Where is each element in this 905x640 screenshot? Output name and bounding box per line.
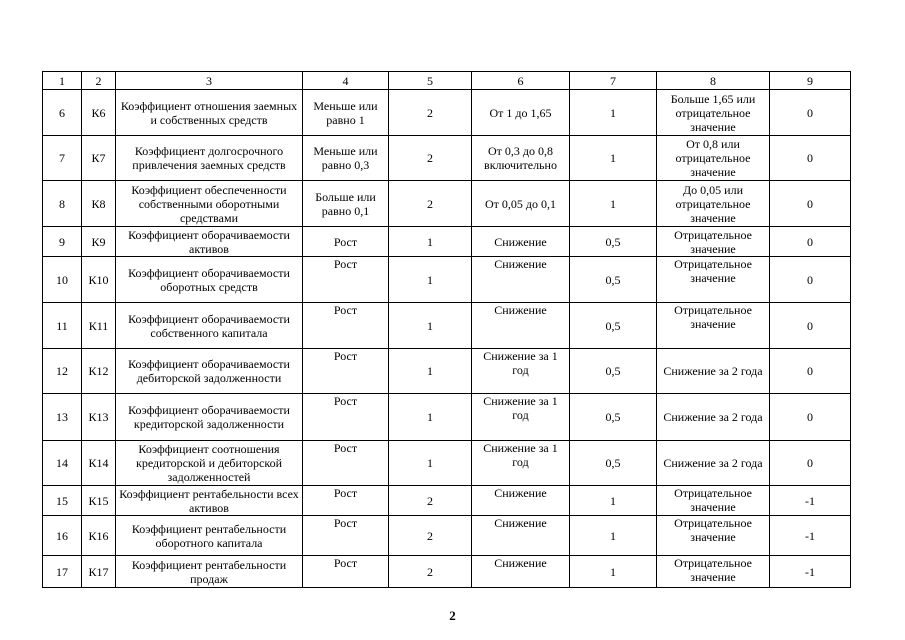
points2-cell: 0,5 (570, 227, 657, 257)
condition3-cell: Снижение за 2 года (657, 441, 770, 486)
name-cell: Коэффициент оборачиваемости дебиторской задолженности (116, 349, 303, 394)
points3-cell: -1 (770, 556, 851, 588)
points2-cell: 1 (570, 90, 657, 136)
condition2-cell: От 0,3 до 0,8 включительно (472, 136, 570, 181)
condition-cell: Рост (303, 257, 389, 303)
condition3-cell: Отрицательное значение (657, 516, 770, 556)
points-cell: 2 (389, 486, 472, 516)
points2-cell: 0,5 (570, 303, 657, 349)
table-row (43, 394, 851, 441)
table-row (43, 516, 851, 556)
table-row (43, 303, 851, 349)
points3-cell: 0 (770, 349, 851, 394)
points-cell: 2 (389, 90, 472, 136)
row-number-cell: 9 (43, 227, 82, 257)
points-cell: 1 (389, 227, 472, 257)
row-number-cell: 15 (43, 486, 82, 516)
page-number: 2 (449, 608, 456, 623)
code-cell: К13 (82, 394, 116, 441)
points3-cell: 0 (770, 303, 851, 349)
condition-cell: Рост (303, 441, 389, 486)
condition3-cell: Отрицательное значение (657, 486, 770, 516)
header-cell: 6 (472, 72, 570, 90)
condition2-cell: Снижение (472, 227, 570, 257)
table-row (43, 181, 851, 227)
name-cell: Коэффициент оборачиваемости активов (116, 227, 303, 257)
name-cell: Коэффициент долгосрочного привлечения заемных средств (116, 136, 303, 181)
points-cell: 1 (389, 394, 472, 441)
condition2-cell: Снижение за 1 год (472, 441, 570, 486)
points3-cell: 0 (770, 394, 851, 441)
condition2-cell: От 1 до 1,65 (472, 90, 570, 136)
row-number-cell: 11 (43, 303, 82, 349)
code-cell: К8 (82, 181, 116, 227)
condition-cell: Меньше или равно 1 (303, 90, 389, 136)
table-row (43, 136, 851, 181)
points-cell: 2 (389, 136, 472, 181)
row-number-cell: 7 (43, 136, 82, 181)
code-cell: К12 (82, 349, 116, 394)
code-cell: К10 (82, 257, 116, 303)
row-number-cell: 17 (43, 556, 82, 588)
name-cell: Коэффициент обеспеченности собственными оборотными средствами (116, 181, 303, 227)
table-row (43, 486, 851, 516)
points3-cell: 0 (770, 181, 851, 227)
table-row (43, 349, 851, 394)
condition-cell: Больше или равно 0,1 (303, 181, 389, 227)
name-cell: Коэффициент отношения заемных и собственных средств (116, 90, 303, 136)
code-cell: К17 (82, 556, 116, 588)
condition2-cell: Снижение (472, 303, 570, 349)
condition-cell: Рост (303, 349, 389, 394)
table-row (43, 441, 851, 486)
points3-cell: 0 (770, 227, 851, 257)
code-cell: К16 (82, 516, 116, 556)
name-cell: Коэффициент рентабельности продаж (116, 556, 303, 588)
name-cell: Коэффициент рентабельности оборотного капитала (116, 516, 303, 556)
row-number-cell: 16 (43, 516, 82, 556)
condition3-cell: Отрицательное значение (657, 303, 770, 349)
condition3-cell: От 0,8 или отрицательное значение (657, 136, 770, 181)
table-row (43, 90, 851, 136)
points2-cell: 0,5 (570, 349, 657, 394)
code-cell: К9 (82, 227, 116, 257)
condition-cell: Рост (303, 516, 389, 556)
condition2-cell: Снижение (472, 556, 570, 588)
condition2-cell: Снижение (472, 516, 570, 556)
indicators-table (42, 71, 851, 588)
row-number-cell: 13 (43, 394, 82, 441)
table-row (43, 227, 851, 257)
table-row (43, 257, 851, 303)
points3-cell: -1 (770, 486, 851, 516)
points-cell: 2 (389, 181, 472, 227)
points2-cell: 0,5 (570, 441, 657, 486)
condition2-cell: Снижение (472, 257, 570, 303)
code-cell: К11 (82, 303, 116, 349)
points3-cell: 0 (770, 90, 851, 136)
condition3-cell: Больше 1,65 или отрицательное значение (657, 90, 770, 136)
condition3-cell: Отрицательное значение (657, 257, 770, 303)
points3-cell: -1 (770, 516, 851, 556)
name-cell: Коэффициент соотношения кредиторской и дебиторской задолженностей (116, 441, 303, 486)
condition2-cell: Снижение за 1 год (472, 349, 570, 394)
header-cell: 7 (570, 72, 657, 90)
condition-cell: Рост (303, 486, 389, 516)
header-cell: 4 (303, 72, 389, 90)
header-cell: 5 (389, 72, 472, 90)
code-cell: К14 (82, 441, 116, 486)
points-cell: 2 (389, 516, 472, 556)
condition3-cell: Отрицательное значение (657, 227, 770, 257)
table-body (43, 72, 851, 588)
row-number-cell: 14 (43, 441, 82, 486)
code-cell: К7 (82, 136, 116, 181)
points2-cell: 1 (570, 516, 657, 556)
condition3-cell: До 0,05 или отрицательное значение (657, 181, 770, 227)
points-cell: 1 (389, 303, 472, 349)
header-cell: 3 (116, 72, 303, 90)
condition-cell: Рост (303, 394, 389, 441)
points3-cell: 0 (770, 136, 851, 181)
name-cell: Коэффициент оборачиваемости кредиторской задолженности (116, 394, 303, 441)
condition-cell: Рост (303, 227, 389, 257)
points-cell: 1 (389, 257, 472, 303)
points2-cell: 1 (570, 486, 657, 516)
code-cell: К15 (82, 486, 116, 516)
points2-cell: 1 (570, 556, 657, 588)
row-number-cell: 6 (43, 90, 82, 136)
condition3-cell: Отрицательное значение (657, 556, 770, 588)
condition3-cell: Снижение за 2 года (657, 349, 770, 394)
condition2-cell: Снижение за 1 год (472, 394, 570, 441)
row-number-cell: 10 (43, 257, 82, 303)
points-cell: 2 (389, 556, 472, 588)
points2-cell: 0,5 (570, 257, 657, 303)
condition2-cell: Снижение (472, 486, 570, 516)
points2-cell: 0,5 (570, 394, 657, 441)
points3-cell: 0 (770, 441, 851, 486)
points3-cell: 0 (770, 257, 851, 303)
name-cell: Коэффициент оборачиваемости собственного капитала (116, 303, 303, 349)
code-cell: К6 (82, 90, 116, 136)
row-number-cell: 12 (43, 349, 82, 394)
condition-cell: Меньше или равно 0,3 (303, 136, 389, 181)
points-cell: 1 (389, 441, 472, 486)
header-cell: 2 (82, 72, 116, 90)
condition2-cell: От 0,05 до 0,1 (472, 181, 570, 227)
name-cell: Коэффициент оборачиваемости оборотных средств (116, 257, 303, 303)
table-row (43, 556, 851, 588)
condition-cell: Рост (303, 556, 389, 588)
points2-cell: 1 (570, 181, 657, 227)
condition3-cell: Снижение за 2 года (657, 394, 770, 441)
points-cell: 1 (389, 349, 472, 394)
row-number-cell: 8 (43, 181, 82, 227)
header-cell: 8 (657, 72, 770, 90)
points2-cell: 1 (570, 136, 657, 181)
header-cell: 9 (770, 72, 851, 90)
header-row (43, 72, 851, 90)
header-cell: 1 (43, 72, 82, 90)
name-cell: Коэффициент рентабельности всех активов (116, 486, 303, 516)
condition-cell: Рост (303, 303, 389, 349)
